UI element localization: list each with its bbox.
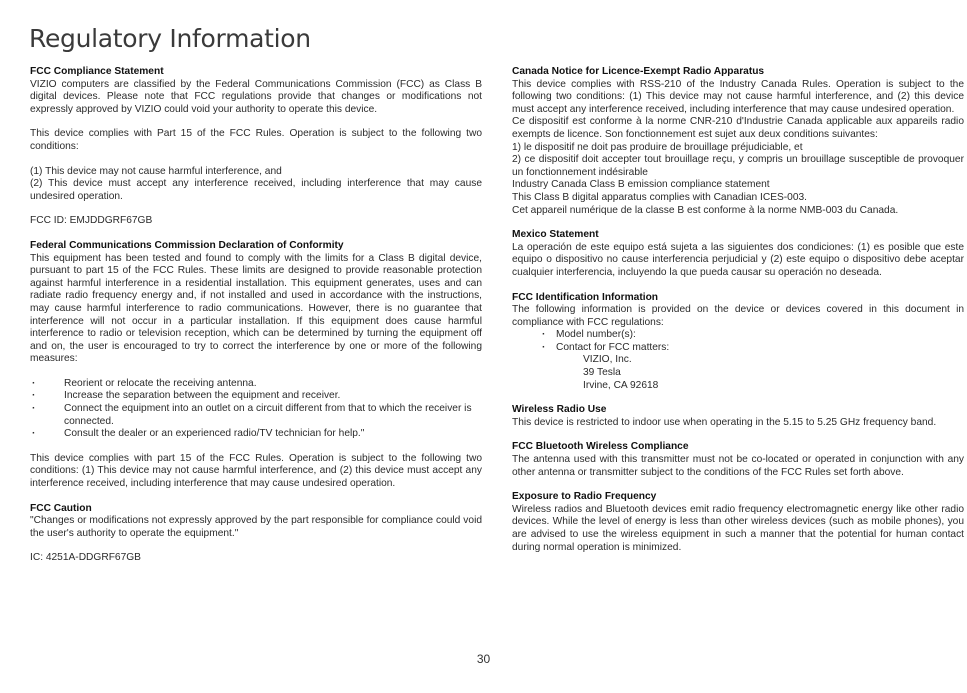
list-item: · Consult the dealer or an experienced radio/TV technician for help." (30, 428, 482, 441)
fcc-caution-paragraph: "Changes or modifications not expressly approved by the part responsible for compliance could void the user's authority to operate the equipment." (30, 515, 482, 539)
fcc-ident-paragraph: The following information is provided on the device or devices covered in this document in compliance with FCC regulations: (512, 304, 964, 328)
address-line: Irvine, CA 92618 (583, 379, 659, 391)
list-item: · Increase the separation between the equipment and receiver. (30, 390, 482, 403)
canada-paragraph-fr: Ce dispositif est conforme à la norme CNR-210 d'Industrie Canada applicable aux appareils radio exempts de licence. Son fonctionnement est sujet aux deux conditions suivantes: (512, 116, 964, 140)
page-number: 30 (476, 652, 491, 666)
contact-address (512, 354, 964, 392)
list-item: · Connect the equipment into an outlet on a circuit different from that to which the receiver is connected. (30, 403, 482, 428)
exposure-heading: Exposure to Radio Frequency (512, 491, 657, 503)
list-item: · Model number(s): (512, 329, 964, 342)
canada-line-4: This Class B digital apparatus complies with Canadian ICES-003. (512, 191, 808, 203)
fcc-declaration-heading: Federal Communications Commission Declaration of Conformity (30, 239, 344, 251)
fcc-ident-heading: FCC Identification Information (512, 291, 659, 303)
canada-paragraph: This device complies with RSS-210 of the Industry Canada Rules. Operation is subject to the following two conditions: (1) This device may not cause harmful interference, and (2) this device must accept any interference received, including interference that may cause undesired operation. (512, 78, 964, 115)
fcc-compliance-paragraph: VIZIO computers are classified by the Federal Communications Commission (FCC) as Class B digital devices. Please note that FCC regulations provide that changes or modifications not expressly approved by VIZIO could void your authority to operate this device. (30, 78, 482, 115)
address-line: VIZIO, Inc. (583, 354, 632, 366)
fcc-declaration-paragraph: This equipment has been tested and found to comply with the limits for a Class B digital device, pursuant to part 15 of the FCC Rules. These limits are designed to provide reasonable protection against harmful interference in a residential installation. This equipment generates, uses and can radiate radio frequency energy and, if not installed and used in accordance with the instructions, may cause harmful interference to radio communications. However, there is no guarantee that interference will not occur in a particular installation. If this equipment does cause harmful interference to radio or television reception, which can be determined by turning the equipment off and on, the user is encouraged to try to correct the interference by one or more of the following measures: (30, 252, 482, 365)
measures-list (30, 378, 482, 441)
fcc-compliance-heading: FCC Compliance Statement (30, 66, 164, 77)
fcc-condition-2: (2) This device must accept any interference received, including interference that may cause undesired operation. (30, 178, 482, 202)
fcc-id: FCC ID: EMJDDGRF67GB (30, 215, 153, 227)
page-title: Regulatory Information (29, 24, 311, 53)
ic-number: IC: 4251A-DDGRF67GB (30, 552, 141, 564)
canada-line-3: Industry Canada Class B emission compliance statement (512, 179, 770, 191)
canada-line-5: Cet appareil numérique de la classe B est conforme à la norme NMB-003 du Canada. (512, 204, 899, 216)
address-line: 39 Tesla (583, 367, 621, 379)
fcc-declaration-paragraph-2: This device complies with part 15 of the FCC Rules. Operation is subject to the following two conditions: (1) This device may not cause harmful interference, and (2) this device must accept any interference received, including interference that may cause undesired operation. (30, 452, 482, 490)
exposure-paragraph: Wireless radios and Bluetooth devices emit radio frequency electromagnetic energy like other radio devices. While the level of energy is less than other wireless devices (such as mobile phones), you are advised to use the wireless equipment in such a manner that the potential for human contact during normal operation is minimized. (512, 503, 964, 553)
canada-heading: Canada Notice for Licence-Exempt Radio Apparatus (512, 66, 765, 77)
fcc-ident-list (512, 329, 964, 354)
fcc-caution-heading: FCC Caution (30, 502, 92, 514)
bluetooth-heading: FCC Bluetooth Wireless Compliance (512, 441, 689, 453)
left-column (30, 66, 482, 565)
canada-line-1: 1) le dispositif ne doit pas produire de brouillage préjudiciable, et (512, 141, 803, 153)
wireless-heading: Wireless Radio Use (512, 404, 607, 416)
fcc-condition-1: (1) This device may not cause harmful interference, and (30, 165, 282, 177)
mexico-heading: Mexico Statement (512, 229, 599, 241)
list-item: · Reorient or relocate the receiving antenna. (30, 378, 482, 391)
bluetooth-paragraph: The antenna used with this transmitter must not be co-located or operated in conjunction with any other antenna or transmitter subject to the conditions of the FCC Rules set forth above. (512, 454, 964, 478)
list-item: · Contact for FCC matters: (512, 342, 964, 355)
wireless-paragraph: This device is restricted to indoor use when operating in the 5.15 to 5.25 GHz frequency band. (512, 416, 937, 428)
fcc-part15-paragraph: This device complies with Part 15 of the FCC Rules. Operation is subject to the following two conditions: (30, 128, 482, 152)
mexico-paragraph: La operación de este equipo está sujeta a las siguientes dos condiciones: (1) es posible que este equipo o dispositivo no cause interferencia perjudicial y (2) este equipo o dispositivo debe aceptar cualquier interferencia, incluyendo la que pueda causar su operación no deseada. (512, 241, 964, 278)
right-column (512, 66, 964, 554)
canada-line-2: 2) ce dispositif doit accepter tout brouillage reçu, y compris un brouillage susceptible de provoquer un fonctionnement indésirable (512, 154, 964, 178)
